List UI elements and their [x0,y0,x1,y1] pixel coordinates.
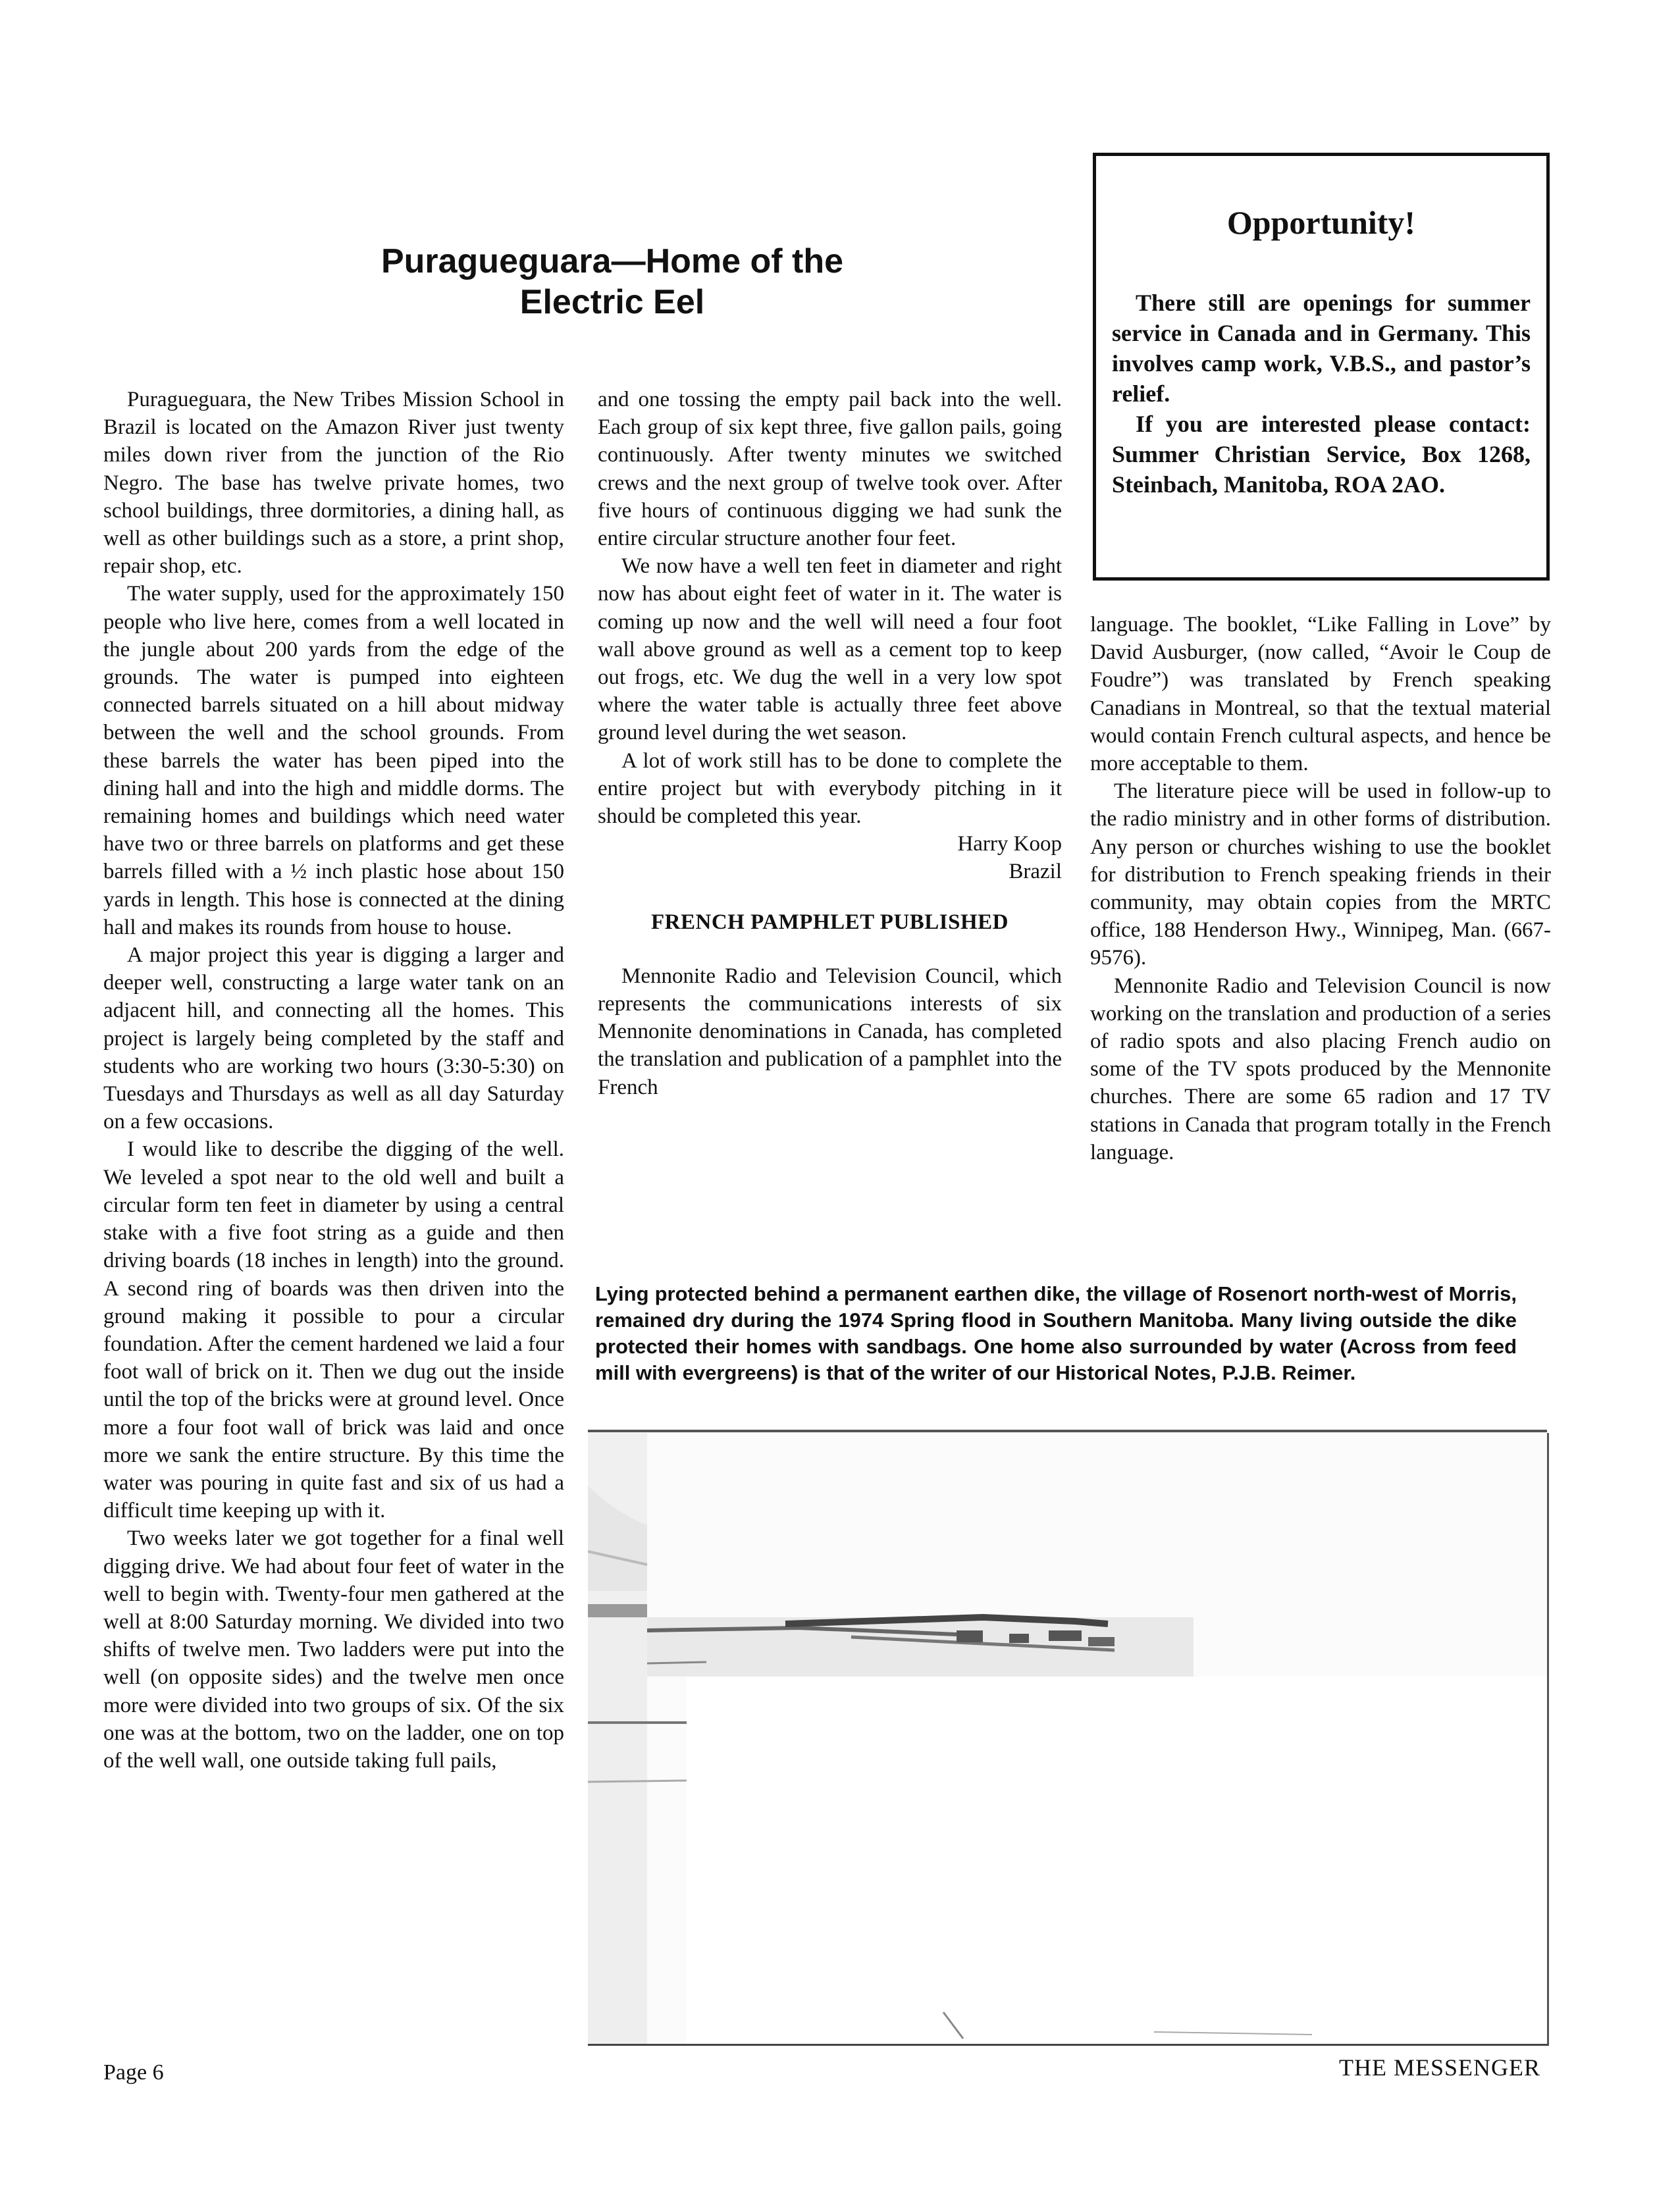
paragraph: Puragueguara, the New Tribes Mission School in Brazil is located on the Amazon River just twenty miles down river from the junction of the Rio Negro. The base has twelve private homes, two school buildings, three dormitories, a dining hall, as well as other buildings such as a store, a print shop, repair shop, etc. [103,388,564,579]
opportunity-text [1112,288,1531,500]
article-column-2 [598,386,1062,1101]
paragraph: The literature piece will be used in follow-up to the radio ministry and in other forms of distribution. Any person or churches wishing to use the booklet for distribution to French speaking friends in their community, may obtain copies from the MRTC office, 188 Henderson Hwy., Winnipeg, Man. (667-9576). [1090,779,1551,970]
paragraph: There still are openings for summer service in Canada and in Germany. This involves camp work, V.B.S., and pastor’s relief. [1112,290,1531,407]
pamphlet-heading: FRENCH PAMPHLET PUBLISHED [651,910,1009,934]
paragraph: A major project this year is digging a larger and deeper well, constructing a large water tank on an adjacent hill, and connecting all the homes. This project is largely being completed by the staff and students who are working two hours (3:30-5:30) on Tuesdays and Thursdays as well as all day Saturday on a few occasions. [103,943,564,1134]
paragraph: If you are interested please contact: Summer Christian Service, Box 1268, Steinbach, Manitoba, ROA 2AO. [1112,411,1531,498]
article-column-1 [103,386,564,1775]
magazine-name: THE MESSENGER [1339,2054,1541,2081]
paragraph: I would like to describe the digging of the well. We leveled a spot near to the old well and built a circular form ten feet in diameter by using a central stake with a five foot string as a guide and then driving boards (18 inches in length) into the ground. A second ring of boards was then driven into the ground making it possible to pour a circular foundation. After the cement hardened we laid a four foot wall of brick on it. Then we dug out the inside until the top of the bricks were at ground level. Once more a four foot wall of brick was laid and once more we sank the entire structure. By this time the water was pouring in quite fast and six of us had a difficult time keeping up with it. [103,1137,564,1523]
photo-top-rule [588,1430,1547,1432]
paragraph: Mennonite Radio and Television Council, which represents the communications interests of six Mennonite denominations in Canada, has completed the translation and publication of a pamphlet into the French [598,964,1062,1099]
opportunity-box [1093,153,1550,581]
flood-photo [588,1433,1549,2046]
paragraph: and one tossing the empty pail back into the well. Each group of six kept three, five gallon pails, going continuously. After twenty minutes we switched crews and the next group of twelve took over. After five hours of continuous digging we had sunk the entire circular structure another four feet. [598,388,1062,551]
page-number: Page 6 [103,2060,164,2085]
flood-photo-image [588,1433,1547,2044]
paragraph: We now have a well ten feet in diameter and right now has about eight feet of water in it. The water is coming up now and the well will need a four foot wall above ground as well as a cement top to keep out frogs, etc. We dug the well in a very low spot where the water table is actually three feet above ground level during the wet season. [598,554,1062,745]
paragraph: Mennonite Radio and Television Council is now working on the translation and production of a series of radio spots and also placing French audio on some of the TV spots produced by the Mennonite churches. There are some 65 radion and 17 TV stations in Canada that program totally in the French language. [1090,974,1551,1164]
author-location: Brazil [1009,860,1062,884]
paragraph: A lot of work still has to be done to complete the entire project but with everybody pitching in it should be completed this year. [598,748,1062,829]
paragraph: The water supply, used for the approximately 150 people who live here, comes from a well located in the jungle about 200 yards from the edge of the grounds. The water is pumped into eighteen connected barrels situated on a hill about midway between the well and the school grounds. From these barrels the water has been piped into the dining hall and into the high and middle dorms. The remaining homes and buildings which need water have two or three barrels on platforms and get these barrels filled with a ½ inch plastic hose about 150 yards in length. This hose is connected at the dining hall and makes its rounds from house to house. [103,582,564,939]
paragraph: language. The booklet, “Like Falling in Love” by David Ausburger, (now called, “Avoir le Coup de Foudre”) was translated by French speaking Canadians in Montreal, so that the textual material would contain French cultural aspects, and hence be more acceptable to them. [1090,613,1551,776]
photo-caption: Lying protected behind a permanent earthen dike, the village of Rosenort north-west of Morris, remained dry during the 1974 Spring flood in Southern Manitoba. Many living outside the dike protected their homes with sandbags. One home also surrounded by water (Across from feed mill with evergreens) is that of the writer of our Historical Notes, P.J.B. Reimer. [595,1282,1517,1384]
article-title [263,241,961,323]
opportunity-title: Opportunity! [1226,204,1416,241]
author-name: Harry Koop [957,832,1062,856]
article-title-line-2: Electric Eel [519,283,705,321]
paragraph: Two weeks later we got together for a final well digging drive. We had about four feet of water in the well to begin with. Twenty-four men gathered at the well at 8:00 Saturday morning. We divided into two shifts of twelve men. Two ladders were put into the well (on opposite sides) and the twelve men once more were divided into two groups of six. Of the six one was at the bottom, two on the ladder, one on top of the well wall, one outside taking full pails, [103,1526,564,1773]
pamphlet-column-3 [1090,611,1551,1166]
article-title-line-1: Puragueguara—Home of the [381,242,844,280]
